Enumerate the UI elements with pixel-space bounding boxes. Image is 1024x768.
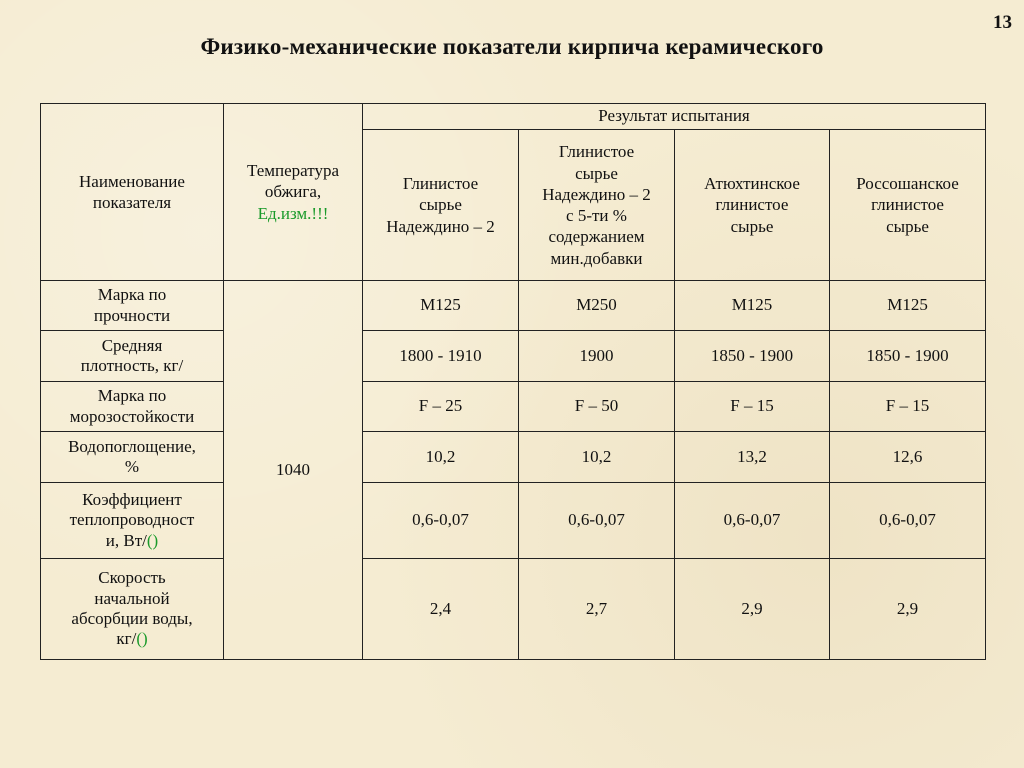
table-cell: М125 — [363, 281, 519, 331]
row-name-line: абсорбции воды, — [71, 609, 193, 628]
column-header-line: Глинистое — [558, 142, 635, 162]
row-name — [41, 559, 224, 660]
column-header-line: глинистое — [715, 195, 789, 215]
column-header-line: Россошанское — [856, 174, 959, 194]
row-name-line: плотность, кг/ — [80, 356, 184, 375]
page-title: Физико-механические показатели кирпича керамического — [200, 34, 824, 59]
table-row — [41, 382, 986, 432]
table-cell: М250 — [519, 281, 675, 331]
table-cell: 2,9 — [675, 559, 830, 660]
table-row — [41, 432, 986, 483]
header-indicator-name-line: показателя — [92, 193, 172, 212]
table-cell: 1900 — [519, 331, 675, 382]
column-header-line: содержанием — [548, 227, 645, 247]
unit-placeholder: () — [136, 629, 148, 649]
table-cell: 0,6-0,07 — [830, 483, 986, 559]
table-cell: 10,2 — [363, 432, 519, 483]
row-name-line: Скорость — [98, 568, 166, 588]
column-header-nadezhdino — [363, 130, 519, 281]
row-name-line: морозостойкости — [69, 406, 195, 426]
header-temperature-line: обжига, — [264, 182, 322, 202]
column-header-line: сырье — [886, 216, 929, 236]
row-name-line: % — [124, 457, 140, 476]
column-header-atyukhtinskoe — [675, 130, 830, 281]
header-indicator-name — [41, 104, 224, 281]
row-name-line: Марка по — [97, 285, 167, 305]
column-header-line: сырье — [419, 195, 462, 215]
header-indicator-name-line: Наименование — [79, 171, 185, 191]
table-cell: 2,4 — [363, 559, 519, 660]
row-name-line: Водопоглощение, — [68, 436, 196, 456]
table-cell: 1800 - 1910 — [363, 331, 519, 382]
table-cell: 2,7 — [519, 559, 675, 660]
table-cell: F – 15 — [830, 382, 986, 432]
table-cell: 10,2 — [519, 432, 675, 483]
table-row — [41, 281, 986, 331]
table-cell: F – 15 — [675, 382, 830, 432]
row-name-line: прочности — [93, 305, 171, 325]
temperature-value: 1040 — [224, 281, 363, 660]
column-header-line: сырье — [730, 216, 774, 236]
table-cell: 0,6-0,07 — [363, 483, 519, 559]
table-cell: 2,9 — [830, 559, 986, 660]
table-row — [41, 331, 986, 382]
column-header-line: мин.добавки — [550, 248, 643, 268]
row-name — [41, 483, 224, 559]
row-name — [41, 281, 224, 331]
row-name-line: теплопроводност — [69, 510, 195, 530]
column-header-line: Атюхтинское — [704, 174, 800, 194]
row-name-line: Марка по — [97, 386, 167, 406]
row-name-line: Коэффициент — [82, 489, 182, 509]
table-row — [41, 559, 986, 660]
page-number: 13 — [993, 12, 1012, 33]
column-header-line: с 5-ти % — [566, 206, 627, 225]
header-temperature-unit: Ед.изм.!!! — [257, 203, 329, 223]
row-name — [41, 331, 224, 382]
column-header-rossoshanskoe — [830, 130, 986, 281]
table-cell: 0,6-0,07 — [519, 483, 675, 559]
table-cell: 1850 - 1900 — [675, 331, 830, 382]
column-header-line: Глинистое — [402, 174, 479, 194]
column-header-line: Надеждино – 2 — [386, 216, 495, 236]
row-name-line: кг/ — [116, 629, 137, 649]
unit-placeholder: () — [146, 530, 159, 550]
table-cell: 1850 - 1900 — [830, 331, 986, 382]
header-temperature-line: Температура — [246, 161, 340, 181]
row-name — [41, 382, 224, 432]
table-cell: F – 50 — [519, 382, 675, 432]
column-header-line: глинистое — [871, 195, 944, 215]
row-name-line: Средняя — [101, 335, 163, 355]
table-cell: М125 — [675, 281, 830, 331]
table-cell: F – 25 — [363, 382, 519, 432]
row-name-line: и, Вт/ — [105, 530, 147, 550]
row-name — [41, 432, 224, 483]
table-cell: 0,6-0,07 — [675, 483, 830, 559]
table-cell: 12,6 — [830, 432, 986, 483]
table-cell: М125 — [830, 281, 986, 331]
table-row — [41, 483, 986, 559]
header-test-result: Результат испытания — [363, 104, 986, 130]
column-header-line: сырье — [575, 163, 618, 183]
column-header-nadezhdino-additive — [519, 130, 675, 281]
row-name-line: начальной — [94, 588, 170, 608]
header-temperature — [224, 104, 363, 281]
results-table — [40, 103, 986, 660]
table-cell: 13,2 — [675, 432, 830, 483]
column-header-line: Надеждино – 2 — [542, 184, 651, 204]
